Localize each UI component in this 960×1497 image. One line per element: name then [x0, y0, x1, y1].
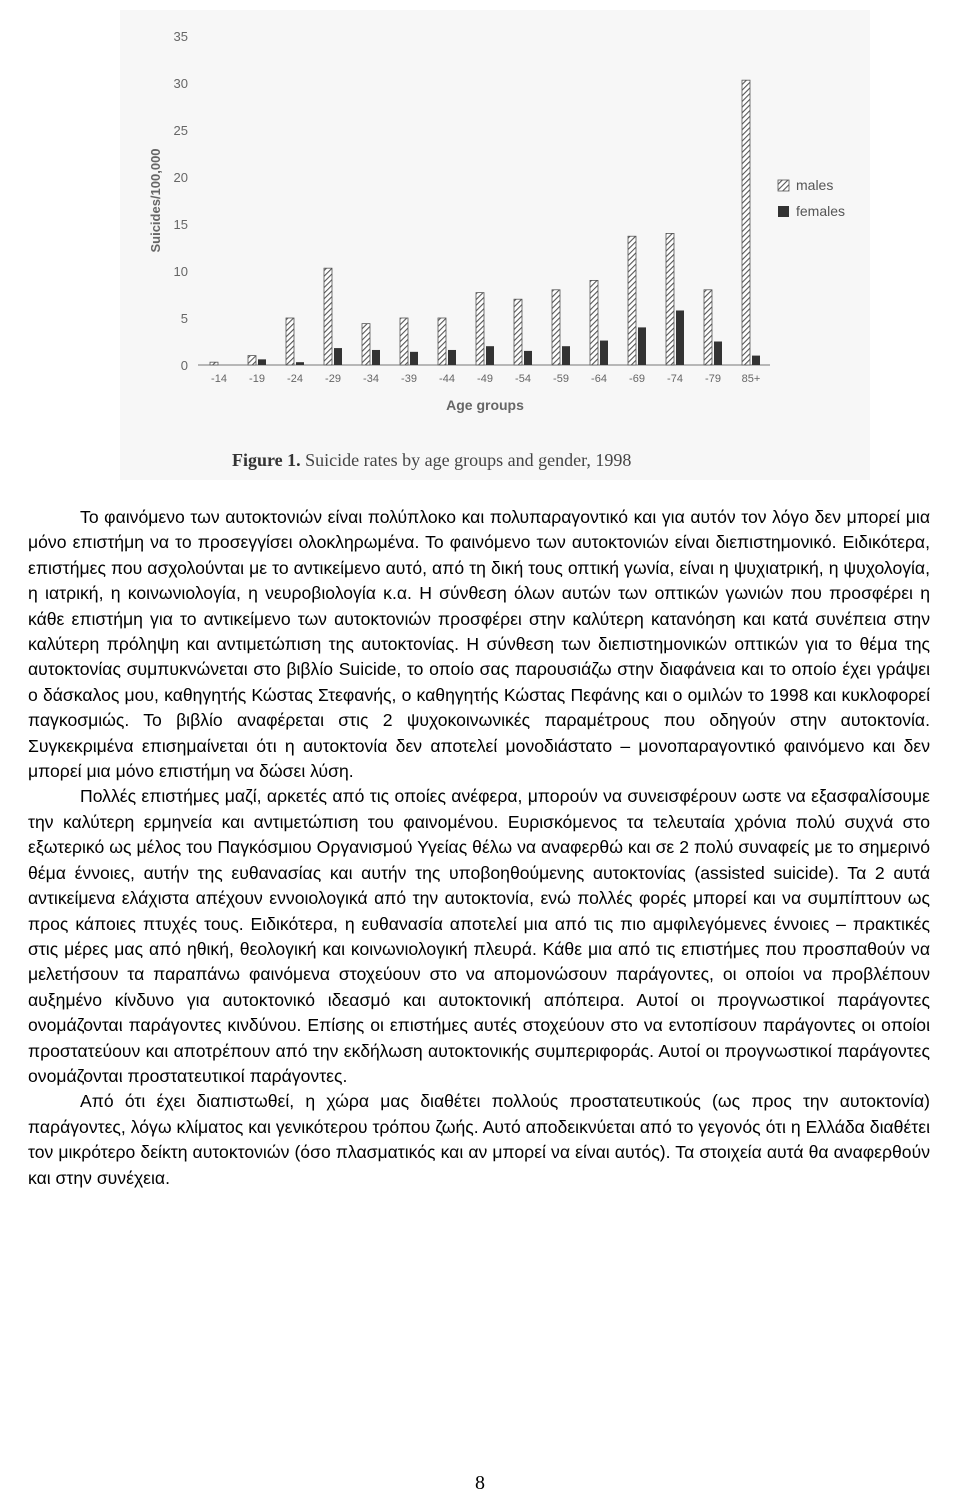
x-tick-label: 85+: [741, 373, 761, 385]
figure-caption: [232, 450, 631, 471]
y-tick-label: 15: [173, 217, 188, 232]
x-tick-label: -59: [553, 373, 569, 385]
bar-female: [714, 342, 722, 366]
x-tick-label: -69: [629, 373, 645, 385]
bar-male: [628, 236, 636, 365]
y-tick-label: 35: [173, 29, 188, 44]
x-tick-label: -44: [439, 373, 455, 385]
bar-male: [400, 318, 408, 365]
legend-label-females: females: [796, 203, 846, 219]
x-tick-label: -74: [667, 373, 683, 385]
x-tick-label: -34: [363, 373, 379, 385]
bar-female: [562, 346, 570, 365]
bar-female: [638, 327, 646, 365]
bar-male: [514, 299, 522, 365]
bar-female: [600, 341, 608, 365]
bar-female: [334, 348, 342, 365]
bar-female: [524, 351, 532, 365]
y-tick-label: 5: [180, 311, 188, 326]
x-tick-label: -29: [325, 373, 341, 385]
bar-male: [476, 293, 484, 365]
paragraph-1: Το φαινόμενο των αυτοκτονιών είναι πολύπλοκο και πολυπαραγοντικό και για αυτόν τον λόγο δεν μπορεί μια μόνο επιστήμη να το προσεγγίσει ολοκληρωμένα. Το φαινόμενο των αυτοκτονιών είναι διεπιστημονικό. Ειδικότερα, επιστήμες που ασχολούνται με το αντικείμενο αυτό, από τη δική τους οπτική γωνία, είναι η ψυχιατρική, η ψυχολογία, η ιατρική, η κοινωνιολογία, η νευροβιολογία κ.α. Η σύνθεση όλων αυτών των οπτικών γωνιών που προσφέρει η κάθε επιστήμη για το αντικείμενο των αυτοκτονιών προσφέρει στην καλύτερη κατανόηση και κατά συνέπεια στην καλύτερη πρόληψη και αντιμετώπιση της αυτοκτονίας. Η σύνθεση των διεπιστημονικών οπτικών για το θέμα της αυτοκτονίας συμπυκνώνεται στο βιβλίο Suicide, το οποίο σας παρουσιάζω στην διαφάνεια και το οποίο έχει γράψει ο δάσκαλος μου, καθηγητής Κώστας Στεφανής, ο καθηγητής Κώστας Πεφάνης και ο ομιλών το 1998 και κυκλοφορεί παγκοσμιώς. Το βιβλίο αναφέρεται στις 2 ψυχοκοινωνικές παραμέτρους που οδηγούν στην αυτοκτονία. Συγκεκριμένα επισημαίνεται ότι η αυτοκτονία δεν αποτελεί μονοδιάστατο – μονοπαραγοντικό φαινόμενο και δεν μπορεί μια μόνο επιστήμη να δώσει λύση.: [28, 507, 930, 782]
bar-chart: [120, 10, 870, 440]
bar-male: [286, 318, 294, 365]
y-axis-label: Suicides/100,000: [148, 148, 163, 253]
x-tick-label: -54: [515, 373, 531, 385]
y-tick-label: 10: [173, 264, 188, 279]
x-tick-label: -49: [477, 373, 493, 385]
x-tick-label: -64: [591, 373, 607, 385]
legend-swatch-females: [778, 206, 789, 217]
y-tick-label: 0: [180, 358, 188, 373]
figure-caption-text: Suicide rates by age groups and gender, 1998: [305, 450, 632, 470]
paragraph-3: Από ότι έχει διαπιστωθεί, η χώρα μας διαθέτει πολλούς προστατευτικούς (ως προς την αυτοκτονία) παράγοντες, λόγω κλίματος και γενικότερου τρόπου ζωής. Αυτό αποδεικνύεται από το γεγονός ότι η Ελλάδα διαθέτει τον μικρότερο δείκτη αυτοκτονιών (όσο πλασματικός και αν μπορεί να είναι αυτός). Τα στοιχεία αυτά θα αναφερθούν και στην συνέχεια.: [28, 1091, 930, 1188]
x-tick-label: -24: [287, 373, 303, 385]
bar-female: [752, 356, 760, 365]
figure: [120, 10, 870, 480]
bar-male: [210, 362, 218, 365]
body-text: [28, 505, 930, 1191]
x-tick-label: -79: [705, 373, 721, 385]
bar-female: [372, 350, 380, 365]
y-tick-label: 25: [173, 123, 188, 138]
figure-caption-label: Figure 1.: [232, 450, 301, 470]
bar-female: [486, 346, 494, 365]
legend-swatch-males: [778, 180, 789, 191]
bar-female: [676, 310, 684, 365]
bar-female: [410, 352, 418, 365]
bar-female: [296, 362, 304, 365]
y-tick-label: 30: [173, 76, 188, 91]
bar-male: [704, 290, 712, 365]
bar-male: [248, 356, 256, 365]
bar-male: [742, 80, 750, 365]
bar-female: [258, 359, 266, 365]
y-tick-label: 20: [173, 170, 188, 185]
x-tick-label: -19: [249, 373, 265, 385]
bar-male: [666, 233, 674, 365]
x-tick-label: -39: [401, 373, 417, 385]
page-number: 8: [475, 1472, 485, 1494]
bar-male: [324, 268, 332, 365]
legend-label-males: males: [796, 177, 834, 193]
bar-female: [448, 350, 456, 365]
x-tick-label: -14: [211, 373, 227, 385]
x-axis-label: Age groups: [446, 397, 524, 413]
bar-male: [590, 280, 598, 365]
paragraph-2: Πολλές επιστήμες μαζί, αρκετές από τις οποίες ανέφερα, μπορούν να συνεισφέρουν ωστε να εξασφαλίσουμε την καλύτερη ερμηνεία και αντιμετώπιση του φαινομένου. Ευρισκόμενος τα τελευταία χρόνια πολύ συχνά στο εξωτερικό ως μέλος του Παγκόσμιου Οργανισμού Υγείας θέλω να αναφερθώ και σε 2 πολύ συναφείς με το σημερινό θέμα έννοιες, αυτήν της ευθανασίας και αυτήν της υποβοηθούμενης αυτοκτονίας (assisted suicide). Τα 2 αυτά αντικείμενα ελάχιστα απέχουν εννοιολογικά από την αυτοκτονία, ενώ πολλές φορές μπορεί και να συμπίπτουν ως προς κάποιες πτυχές τους. Ειδικότερα, η ευθανασία αποτελεί μια από τις πιο αμφιλεγόμενες έννοιες – πρακτικές στις μέρες μας από ηθική, θεολογική και κοινωνιολογική πλευρά. Κάθε μια από τις επιστήμες που προσπαθούν να μελετήσουν τα παραπάνω φαινόμενα στοχεύουν στο να απομονώσουν παράγοντες, οι οποίοι να προβλέπουν αυξημένο κίνδυνο για αυτοκτονικό ιδεασμό και αυτοκτονική απόπειρα. Αυτοί οι προγνωστικοί παράγοντες ονομάζονται παράγοντες κινδύνου. Επίσης οι επιστήμες αυτές στοχεύουν στο να εντοπίσουν παράγοντες οι οποίοι προστατεύουν και αποτρέπουν από την εκδήλωση αυτοκτονικής συμπεριφοράς. Αυτοί οι προγνωστικοί παράγοντες ονομάζονται προστατευτικοί παράγοντες.: [28, 786, 930, 1086]
bar-male: [362, 324, 370, 365]
bar-male: [438, 318, 446, 365]
bar-male: [552, 290, 560, 365]
